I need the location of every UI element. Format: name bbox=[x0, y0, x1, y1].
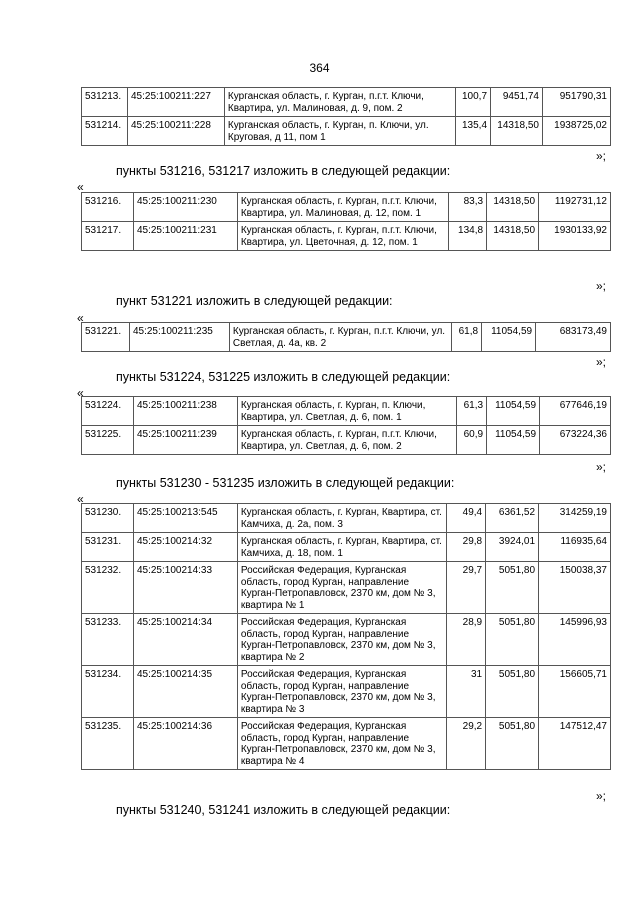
table-row bbox=[82, 88, 611, 117]
cadastral-number: 45:25:100211:227 bbox=[127, 88, 224, 117]
address: Российская Федерация, Курганская область, город Курган, направление Курган-Петропавловск, 2370 км, дом № 3, квартира № 4 bbox=[237, 718, 446, 770]
amendment-heading: пункт 531221 изложить в следующей редакции: bbox=[116, 294, 393, 308]
cadastral-number: 45:25:100214:33 bbox=[133, 562, 237, 614]
area: 49,4 bbox=[447, 504, 486, 533]
address: Курганская область, г. Курган, п.г.т. Ключи, ул. Светлая, д. 4а, кв. 2 bbox=[229, 323, 451, 352]
total-value: 683173,49 bbox=[536, 323, 611, 352]
cadastral-number: 45:25:100211:228 bbox=[127, 117, 224, 146]
closing-quote: »; bbox=[596, 149, 607, 163]
table-row bbox=[82, 117, 611, 146]
cadastral-number: 45:25:100214:35 bbox=[133, 666, 237, 718]
area: 134,8 bbox=[449, 222, 487, 251]
cadastral-number: 45:25:100214:32 bbox=[133, 533, 237, 562]
table-row bbox=[82, 426, 611, 455]
property-table-3 bbox=[81, 322, 611, 352]
total-value: 147512,47 bbox=[539, 718, 611, 770]
unit-price: 3924,01 bbox=[486, 533, 539, 562]
closing-quote: »; bbox=[596, 789, 607, 803]
area: 29,2 bbox=[447, 718, 486, 770]
item-number: 531217. bbox=[82, 222, 134, 251]
unit-price: 5051,80 bbox=[486, 562, 539, 614]
unit-price: 11054,59 bbox=[487, 426, 540, 455]
item-number: 531231. bbox=[82, 533, 134, 562]
unit-price: 14318,50 bbox=[487, 222, 539, 251]
item-number: 531232. bbox=[82, 562, 134, 614]
total-value: 116935,64 bbox=[539, 533, 611, 562]
unit-price: 11054,59 bbox=[482, 323, 536, 352]
total-value: 150038,37 bbox=[539, 562, 611, 614]
total-value: 1192731,12 bbox=[539, 193, 611, 222]
closing-quote: »; bbox=[596, 355, 607, 369]
total-value: 951790,31 bbox=[543, 88, 611, 117]
table-row bbox=[82, 193, 611, 222]
table-row bbox=[82, 666, 611, 718]
table-row bbox=[82, 614, 611, 666]
item-number: 531213. bbox=[82, 88, 128, 117]
total-value: 673224,36 bbox=[540, 426, 611, 455]
address: Курганская область, г. Курган, п.г.т. Ключи, Квартира, ул. Малиновая, д. 9, пом. 2 bbox=[224, 88, 455, 117]
address: Российская Федерация, Курганская область, город Курган, направление Курган-Петропавловск, 2370 км, дом № 3, квартира № 1 bbox=[237, 562, 446, 614]
amendment-heading: пункты 531240, 531241 изложить в следующей редакции: bbox=[116, 803, 451, 817]
cadastral-number: 45:25:100211:235 bbox=[129, 323, 229, 352]
item-number: 531221. bbox=[82, 323, 130, 352]
address: Курганская область, г. Курган, п. Ключи, ул. Круговая, д 11, пом 1 bbox=[224, 117, 455, 146]
cadastral-number: 45:25:100211:238 bbox=[133, 397, 237, 426]
total-value: 145996,93 bbox=[539, 614, 611, 666]
item-number: 531224. bbox=[82, 397, 134, 426]
closing-quote: »; bbox=[596, 279, 607, 293]
property-table-1 bbox=[81, 87, 611, 146]
area: 83,3 bbox=[449, 193, 487, 222]
item-number: 531225. bbox=[82, 426, 134, 455]
unit-price: 5051,80 bbox=[486, 614, 539, 666]
unit-price: 14318,50 bbox=[487, 193, 539, 222]
item-number: 531233. bbox=[82, 614, 134, 666]
item-number: 531235. bbox=[82, 718, 134, 770]
table-row bbox=[82, 718, 611, 770]
address: Курганская область, г. Курган, п.г.т. Ключи, Квартира, ул. Малиновая, д. 12, пом. 1 bbox=[237, 193, 448, 222]
opening-quote: « bbox=[77, 311, 84, 325]
item-number: 531216. bbox=[82, 193, 134, 222]
address: Российская Федерация, Курганская область, город Курган, направление Курган-Петропавловск, 2370 км, дом № 3, квартира № 3 bbox=[237, 666, 446, 718]
opening-quote: « bbox=[77, 386, 84, 400]
area: 100,7 bbox=[456, 88, 491, 117]
area: 31 bbox=[447, 666, 486, 718]
property-table-4 bbox=[81, 396, 611, 455]
unit-price: 5051,80 bbox=[486, 666, 539, 718]
address: Курганская область, г. Курган, п.г.т. Ключи, Квартира, ул. Светлая, д. 6, пом. 2 bbox=[237, 426, 456, 455]
area: 28,9 bbox=[447, 614, 486, 666]
cadastral-number: 45:25:100214:36 bbox=[133, 718, 237, 770]
opening-quote: « bbox=[77, 180, 84, 194]
table-row bbox=[82, 222, 611, 251]
unit-price: 14318,50 bbox=[491, 117, 543, 146]
area: 61,3 bbox=[457, 397, 487, 426]
item-number: 531214. bbox=[82, 117, 128, 146]
address: Курганская область, г. Курган, п. Ключи, Квартира, ул. Светлая, д. 6, пом. 1 bbox=[237, 397, 456, 426]
area: 135,4 bbox=[456, 117, 491, 146]
property-table-2 bbox=[81, 192, 611, 251]
address: Курганская область, г. Курган, Квартира, ст. Камчиха, д. 18, пом. 1 bbox=[237, 533, 446, 562]
address: Курганская область, г. Курган, Квартира, ст. Камчиха, д. 2а, пом. 3 bbox=[237, 504, 446, 533]
total-value: 156605,71 bbox=[539, 666, 611, 718]
area: 61,8 bbox=[452, 323, 482, 352]
item-number: 531230. bbox=[82, 504, 134, 533]
table-row bbox=[82, 533, 611, 562]
cadastral-number: 45:25:100214:34 bbox=[133, 614, 237, 666]
address: Российская Федерация, Курганская область, город Курган, направление Курган-Петропавловск, 2370 км, дом № 3, квартира № 2 bbox=[237, 614, 446, 666]
unit-price: 5051,80 bbox=[486, 718, 539, 770]
property-table-5 bbox=[81, 503, 611, 770]
item-number: 531234. bbox=[82, 666, 134, 718]
amendment-heading: пункты 531224, 531225 изложить в следующей редакции: bbox=[116, 370, 451, 384]
cadastral-number: 45:25:100211:231 bbox=[133, 222, 237, 251]
unit-price: 11054,59 bbox=[487, 397, 540, 426]
area: 29,7 bbox=[447, 562, 486, 614]
cadastral-number: 45:25:100211:239 bbox=[133, 426, 237, 455]
total-value: 1938725,02 bbox=[543, 117, 611, 146]
area: 29,8 bbox=[447, 533, 486, 562]
closing-quote: »; bbox=[596, 460, 607, 474]
table-row bbox=[82, 397, 611, 426]
page-number: 364 bbox=[309, 61, 330, 75]
total-value: 314259,19 bbox=[539, 504, 611, 533]
unit-price: 9451,74 bbox=[491, 88, 543, 117]
total-value: 1930133,92 bbox=[539, 222, 611, 251]
unit-price: 6361,52 bbox=[486, 504, 539, 533]
total-value: 677646,19 bbox=[540, 397, 611, 426]
address: Курганская область, г. Курган, п.г.т. Ключи, Квартира, ул. Цветочная, д. 12, пом. 1 bbox=[237, 222, 448, 251]
amendment-heading: пункты 531230 - 531235 изложить в следующей редакции: bbox=[116, 476, 455, 490]
table-row bbox=[82, 562, 611, 614]
cadastral-number: 45:25:100211:230 bbox=[133, 193, 237, 222]
amendment-heading: пункты 531216, 531217 изложить в следующей редакции: bbox=[116, 164, 451, 178]
cadastral-number: 45:25:100213:545 bbox=[133, 504, 237, 533]
area: 60,9 bbox=[457, 426, 487, 455]
opening-quote: « bbox=[77, 492, 84, 506]
table-row bbox=[82, 504, 611, 533]
table-row bbox=[82, 323, 611, 352]
